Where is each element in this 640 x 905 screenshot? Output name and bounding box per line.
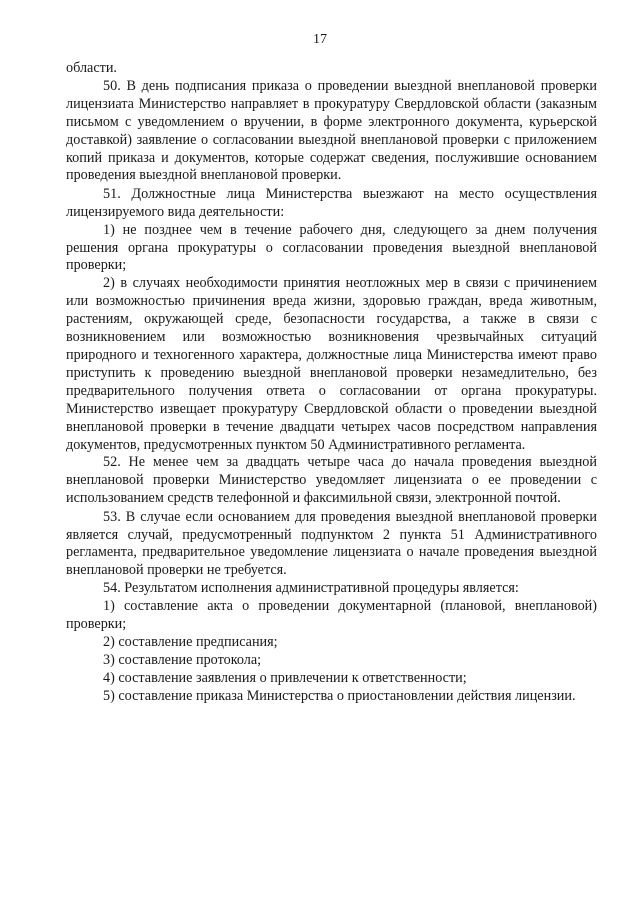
paragraph-52: 52. Не менее чем за двадцать четыре часа до начала проведения выездной внеплановой проверки Министерство уведомляет лицензиата о ее проведении с использованием средств телефонной и факсимильной связи, электронной почтой. — [66, 454, 597, 507]
page-number: 17 — [313, 32, 327, 47]
paragraph-51-item-2: 2) в случаях необходимости принятия неотложных мер в связи с причинением или возможностью причинения вреда жизни, здоровью граждан, вреда животным, растениям, окружающей среде, безопасности государства, а также в связи с возникновением или возможностью возникновения чрезвычайных ситуаций природного и техногенного характера, должностные лица Министерства имеют право приступить к проведению выездной внеплановой проверки незамедлительно, без предварительного получения ответа о согласовании от органа прокуратуры. Министерство извещает прокуратуру Свердловской области о проведении выездной внеплановой проверки в течение двадцати четырех часов посредством направления документов, предусмотренных пунктом 50 Административного регламента. — [66, 275, 597, 453]
paragraph-53: 53. В случае если основанием для проведения выездной внеплановой проверки является случай, предусмотренный подпунктом 2 пункта 51 Административного регламента, предварительное уведомление лицензиата о начале проведения выездной внеплановой проверки не требуется. — [66, 508, 597, 579]
paragraph-54-item-4: 4) составление заявления о привлечении к ответственности; — [103, 669, 467, 686]
paragraph-50: 50. В день подписания приказа о проведении выездной внеплановой проверки лицензиата Министерство направляет в прокуратуру Свердловской области (заказным письмом с уведомлением о вручении, в форме электронного документа, курьерской доставкой) заявление о согласовании выездной внеплановой проверки с приложением копий приказа и документов, которые содержат сведения, послужившие основанием проведения выездной внеплановой проверки. — [66, 77, 597, 184]
document-body — [66, 60, 597, 706]
paragraph-54-item-1: 1) составление акта о проведении документарной (плановой, внеплановой) проверки; — [66, 598, 597, 633]
paragraph-54-item-3: 3) составление протокола; — [103, 651, 262, 668]
paragraph-51-item-1: 1) не позднее чем в течение рабочего дня, следующего за днем получения решения органа прокуратуры о согласовании проведения выездной внеплановой проверки; — [66, 221, 597, 274]
paragraph-54: 54. Результатом исполнения административной процедуры является: — [103, 580, 519, 597]
paragraph-54-item-2: 2) составление предписания; — [103, 634, 278, 650]
paragraph-continuation: области. — [66, 60, 117, 76]
paragraph-54-item-5: 5) составление приказа Министерства о приостановлении действия лицензии. — [103, 687, 576, 704]
paragraph-51: 51. Должностные лица Министерства выезжают на место осуществления лицензируемого вида деятельности: — [66, 185, 597, 220]
